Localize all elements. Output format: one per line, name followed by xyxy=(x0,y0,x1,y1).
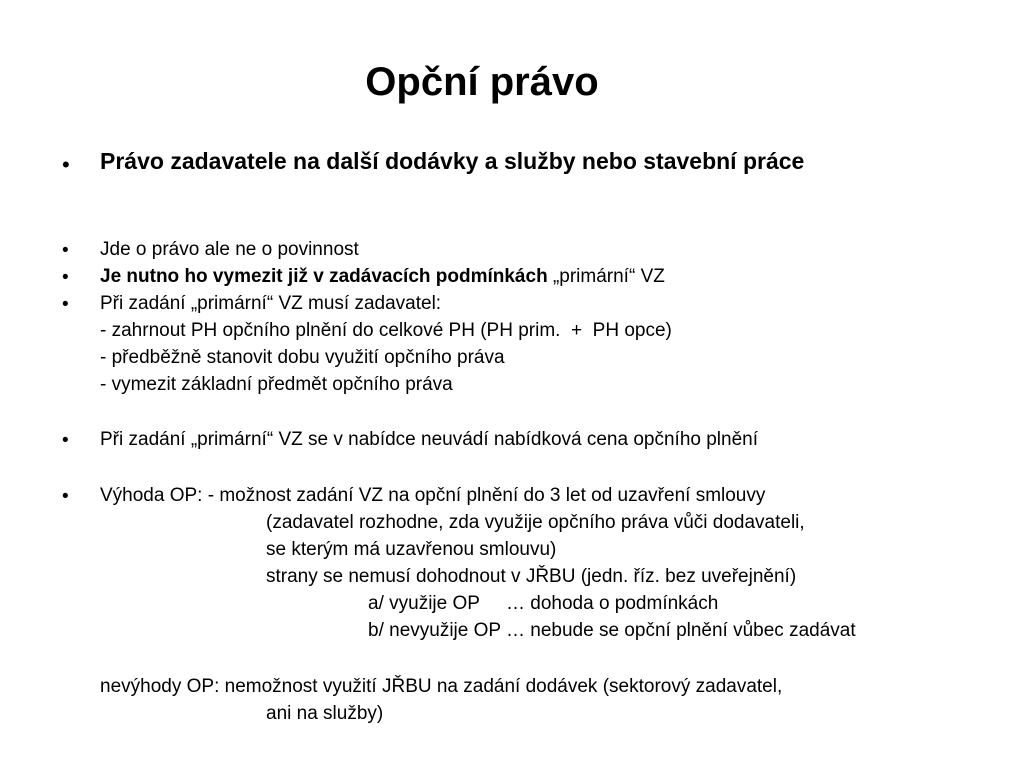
text-line-5e: b/ nevyužije OP … nebude se opční plnění vůbec zadávat xyxy=(368,620,856,641)
text-line-5c: strany se nemusí dohodnout v JŘBU (jedn. říz. bez uveřejnění) xyxy=(266,566,797,587)
text-line-6a: ani na služby) xyxy=(266,703,384,724)
text-line-2 xyxy=(100,266,665,288)
text-line-2-rest: „primární“ VZ xyxy=(547,266,665,287)
text-line-5a: (zadavatel rozhodne, zda využije opčního práva vůči dodavateli, xyxy=(266,512,805,533)
bullet-4: • xyxy=(62,430,69,451)
text-line-3a: - zahrnout PH opčního plnění do celkové PH (PH prim. + PH opce) xyxy=(100,320,672,341)
bullet-1: • xyxy=(62,240,69,261)
bullet-5: • xyxy=(62,486,69,507)
text-line-3: Při zadání „primární“ VZ musí zadavatel: xyxy=(100,293,442,314)
text-line-3c: - vymezit základní předmět opčního práva xyxy=(100,374,453,395)
text-line-5: Výhoda OP: - možnost zadání VZ na opční plnění do 3 let od uzavření smlouvy xyxy=(100,485,766,506)
text-line-5b: se kterým má uzavřenou smlouvu) xyxy=(266,539,557,560)
text-line-1: Jde o právo ale ne o povinnost xyxy=(100,239,359,260)
bullet-main: • xyxy=(62,152,70,177)
text-line-6: nevýhody OP: nemožnost využití JŘBU na zadání dodávek (sektorový zadavatel, xyxy=(100,676,783,697)
bullet-3: • xyxy=(62,294,69,315)
text-line-2-bold: Je nutno ho vymezit již v zadávacích podmínkách xyxy=(100,266,548,287)
bullet-2: • xyxy=(62,267,69,288)
text-line-5d: a/ využije OP … dohoda o podmínkách xyxy=(368,593,719,614)
slide-title: Opční právo xyxy=(365,60,599,104)
text-line-4: Při zadání „primární“ VZ se v nabídce neuvádí nabídková cena opčního plnění xyxy=(100,429,759,450)
main-point: Právo zadavatele na další dodávky a služby nebo stavební práce xyxy=(100,148,805,174)
text-line-3b: - předběžně stanovit dobu využití opčního práva xyxy=(100,347,505,368)
